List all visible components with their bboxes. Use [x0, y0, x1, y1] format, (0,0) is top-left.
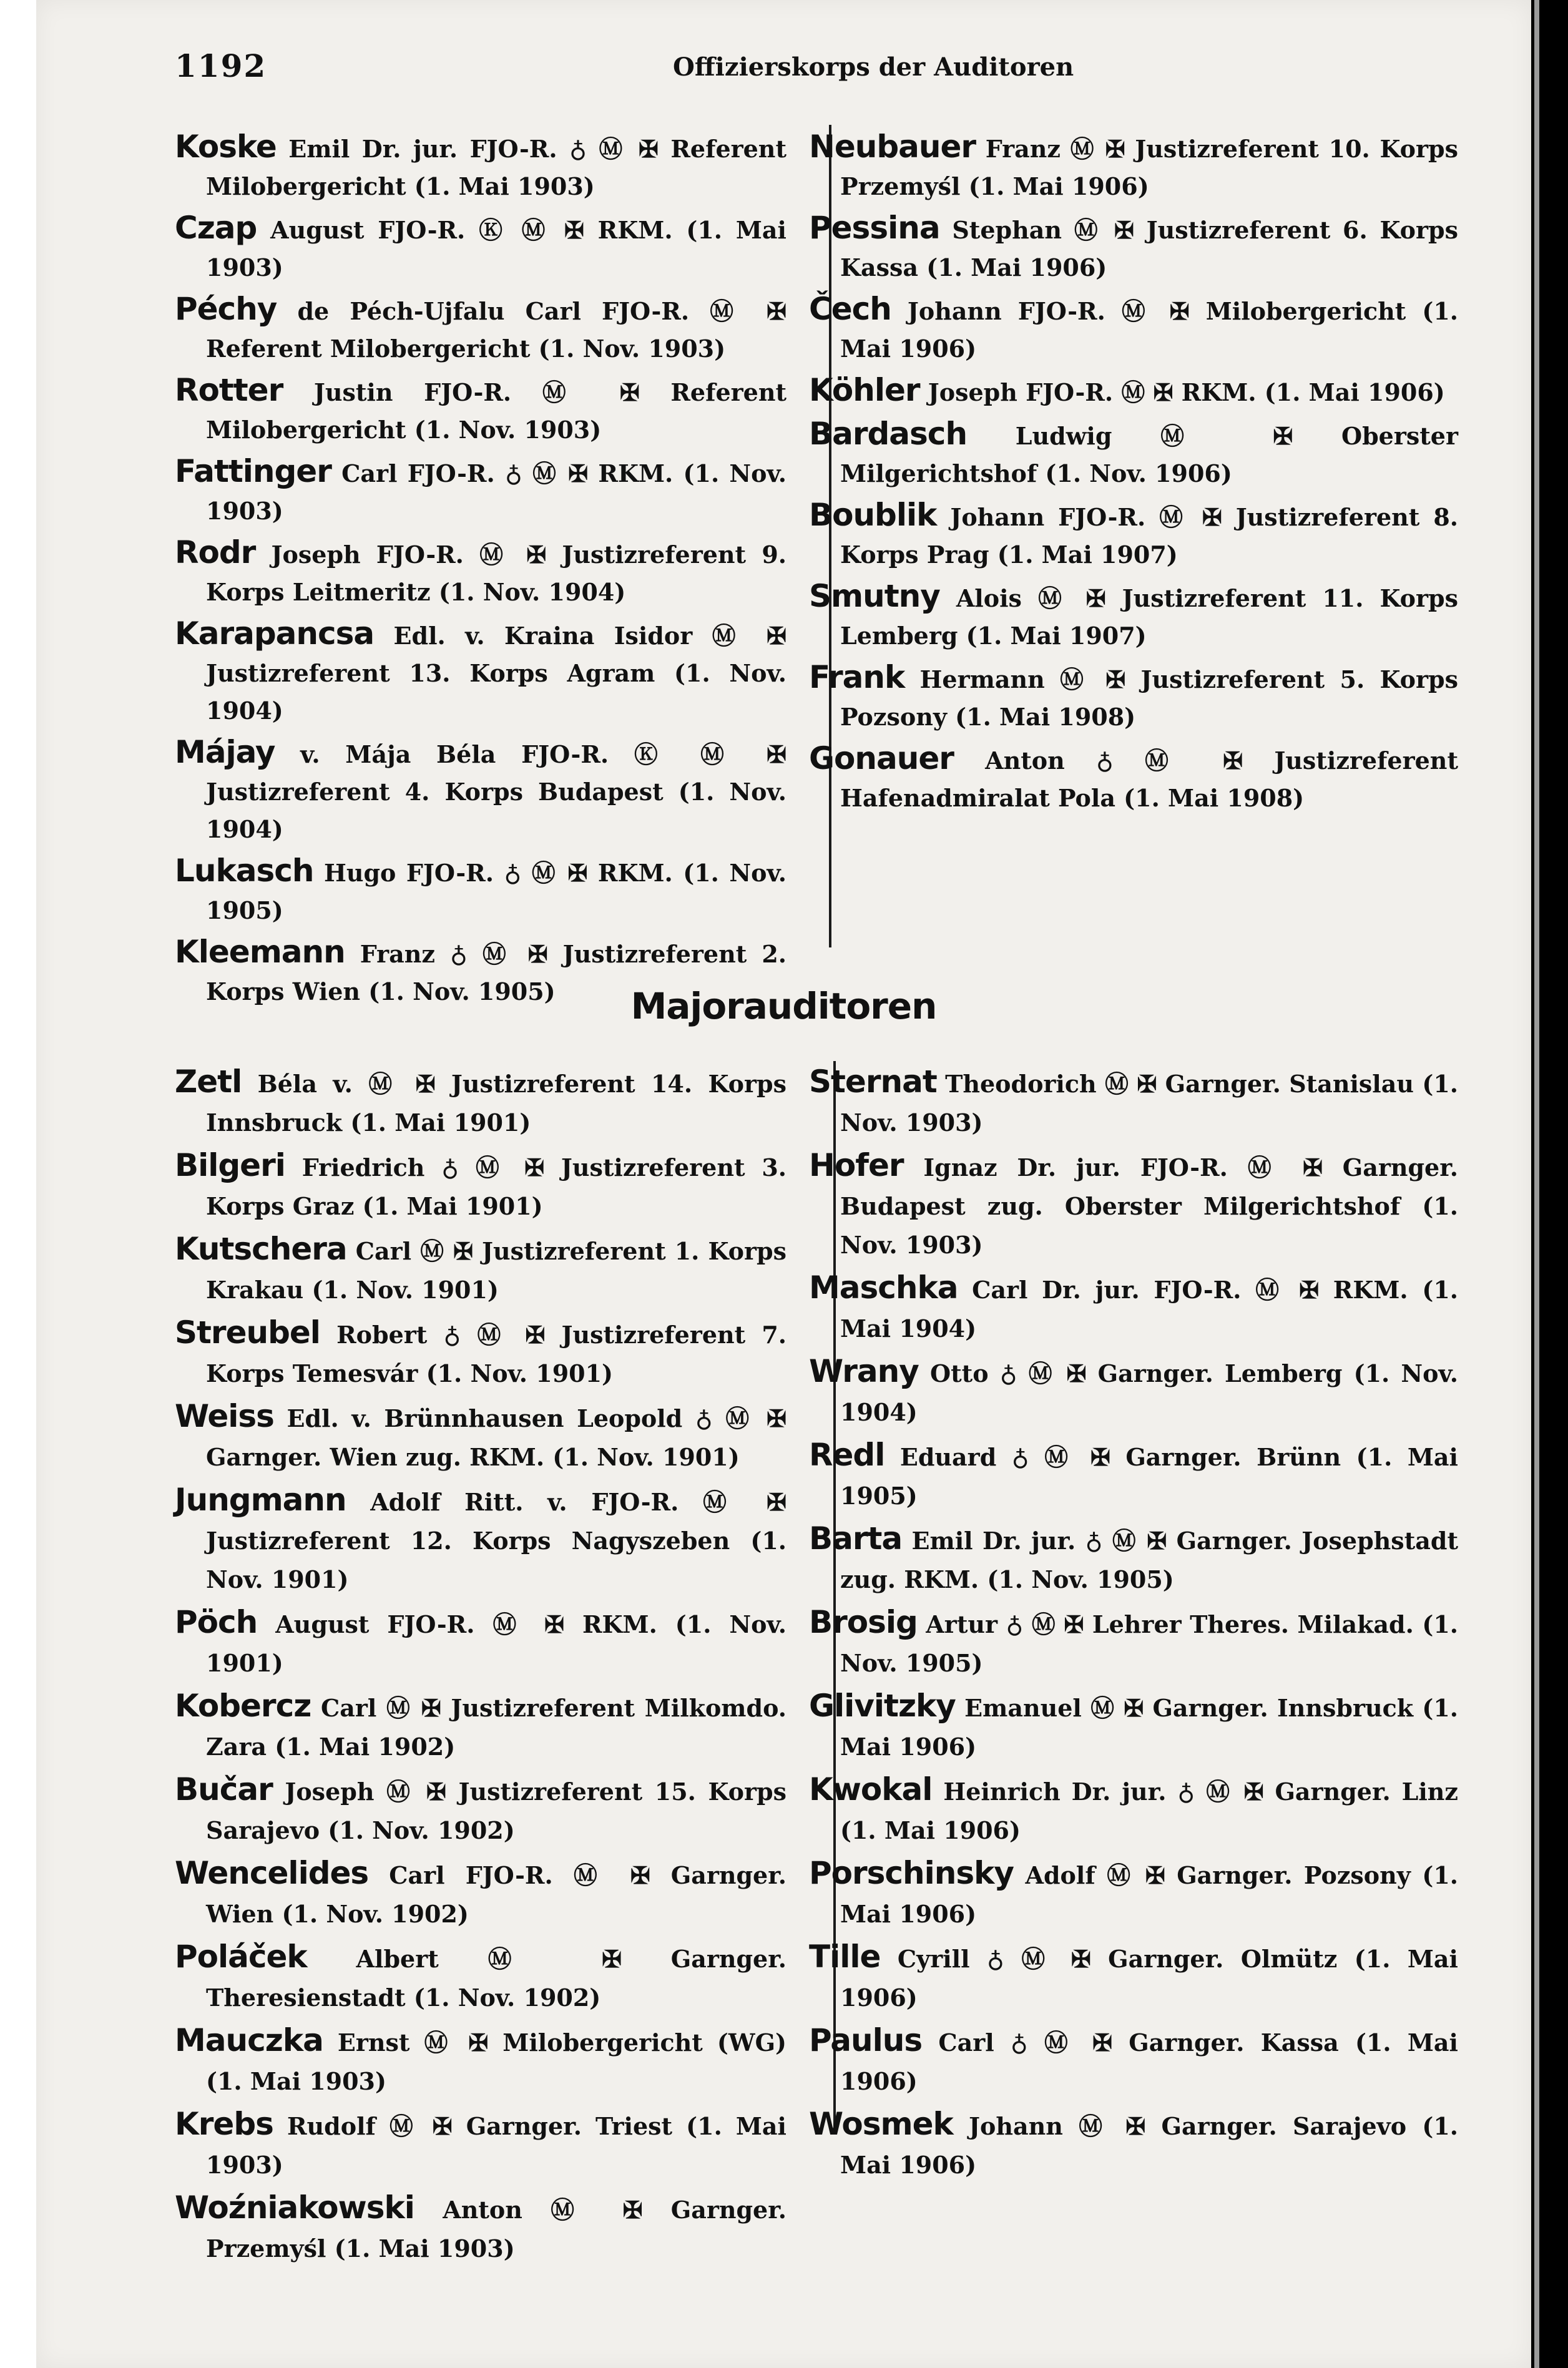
- officer-surname: Poláček: [175, 1939, 307, 1975]
- officer-surname: Barta: [809, 1520, 903, 1557]
- officer-details: Cyrill ♁ Ⓜ ✠ Garnger. Olmütz (1. Mai 1906): [840, 1945, 1458, 2012]
- officer-details: Friedrich ♁ Ⓜ ✠ Justizreferent 3. Korps Graz (1. Mai 1901): [206, 1153, 786, 1220]
- officer-details: Theodorich Ⓜ ✠ Garnger. Stanislau (1. Nov. 1903): [840, 1070, 1458, 1137]
- officer-details: Heinrich Dr. jur. ♁ Ⓜ ✠ Garnger. Linz (1. Mai 1906): [840, 1778, 1458, 1844]
- roster-entry: [809, 290, 1458, 368]
- officer-surname: Bučar: [175, 1771, 273, 1808]
- officer-details: Johann FJO-R. Ⓜ ✠ Milobergericht (1. Mai 1906): [840, 297, 1458, 363]
- roster-entry: [809, 658, 1458, 736]
- officer-details: Carl FJO-R. ♁ Ⓜ ✠ RKM. (1. Nov. 1903): [206, 459, 786, 525]
- roster-entry: [809, 1146, 1458, 1265]
- section-heading: Majorauditoren: [630, 985, 937, 1027]
- page-edge-line: [1534, 0, 1539, 2368]
- bottom-right-column: [809, 1062, 1458, 2188]
- officer-surname: Hofer: [809, 1147, 904, 1183]
- officer-surname: Smutny: [809, 578, 940, 614]
- officer-details: Justin FJO-R. Ⓜ ✠ Referent Milobergericht (1. Nov. 1903): [206, 378, 786, 444]
- roster-entry: [175, 1146, 786, 1226]
- officer-surname: Sternat: [809, 1064, 937, 1100]
- officer-details: August FJO-R. Ⓚ Ⓜ ✠ RKM. (1. Mai 1903): [206, 216, 786, 281]
- roster-entry: [175, 128, 786, 205]
- officer-details: Stephan Ⓜ ✠ Justizreferent 6. Korps Kassa (1. Mai 1906): [840, 216, 1458, 281]
- roster-entry: [809, 1603, 1458, 1683]
- officer-surname: Fattinger: [175, 453, 331, 489]
- officer-surname: Redl: [809, 1437, 885, 1473]
- roster-entry: [175, 2021, 786, 2101]
- officer-surname: Weiss: [175, 1398, 274, 1434]
- roster-entry: [809, 740, 1458, 817]
- officer-surname: Lukasch: [175, 853, 314, 889]
- roster-entry: [175, 371, 786, 449]
- officer-surname: Tille: [809, 1939, 881, 1975]
- officer-surname: Bardasch: [809, 416, 968, 452]
- roster-entry: [809, 209, 1458, 286]
- bottom-left-column: [175, 1062, 786, 2272]
- roster-entry: [175, 1937, 786, 2017]
- roster-entry: [175, 1603, 786, 1683]
- officer-surname: Rotter: [175, 372, 283, 408]
- roster-entry: [809, 1268, 1458, 1348]
- officer-details: Rudolf Ⓜ ✠ Garnger. Triest (1. Mai 1903): [206, 2112, 786, 2179]
- roster-entry: [175, 453, 786, 530]
- officer-surname: Mauczka: [175, 2022, 323, 2058]
- roster-entry: [175, 534, 786, 611]
- officer-surname: Jungmann: [175, 1482, 346, 1518]
- officer-surname: Paulus: [809, 2022, 923, 2058]
- officer-surname: Péchy: [175, 291, 277, 327]
- roster-entry: [175, 1854, 786, 1934]
- officer-surname: Zetl: [175, 1064, 242, 1100]
- officer-details: Ludwig Ⓜ ✠ Oberster Milgerichtshof (1. Nov. 1906): [840, 422, 1458, 487]
- top-right-column: [809, 128, 1458, 821]
- officer-details: Artur ♁ Ⓜ ✠ Lehrer Theres. Milakad. (1. Nov. 1905): [840, 1610, 1458, 1677]
- roster-entry: [809, 371, 1458, 411]
- roster-entry: [809, 128, 1458, 205]
- officer-details: Joseph Ⓜ ✠ Justizreferent 15. Korps Sarajevo (1. Nov. 1902): [206, 1778, 786, 1844]
- officer-details: Anton Ⓜ ✠ Garnger. Przemyśl (1. Mai 1903): [206, 2196, 786, 2263]
- officer-details: Eduard ♁ Ⓜ ✠ Garnger. Brünn (1. Mai 1905): [840, 1443, 1458, 1510]
- officer-surname: Wosmek: [809, 2106, 953, 2142]
- officer-surname: Májay: [175, 734, 275, 770]
- roster-entry: [175, 1770, 786, 1850]
- officer-details: Carl Ⓜ ✠ Justizreferent 1. Korps Krakau (1. Nov. 1901): [206, 1237, 786, 1304]
- roster-entry: [809, 1686, 1458, 1766]
- officer-details: Emil Dr. jur. FJO-R. ♁ Ⓜ ✠ Referent Milobergericht (1. Mai 1903): [206, 135, 786, 200]
- officer-details: Carl Ⓜ ✠ Justizreferent Milkomdo. Zara (1. Mai 1902): [206, 1694, 786, 1761]
- officer-details: Joseph FJO-R. Ⓜ ✠ RKM. (1. Mai 1906): [919, 378, 1445, 406]
- officer-details: Anton ♁ Ⓜ ✠ Justizreferent Hafenadmiralat Pola (1. Mai 1908): [840, 746, 1458, 812]
- officer-surname: Krebs: [175, 2106, 273, 2142]
- roster-entry: [809, 1436, 1458, 1515]
- roster-entry: [175, 2188, 786, 2268]
- officer-surname: Kleemann: [175, 934, 345, 970]
- roster-entry: [809, 1770, 1458, 1850]
- top-left-column: [175, 128, 786, 1014]
- roster-entry: [809, 1062, 1458, 1142]
- officer-surname: Brosig: [809, 1604, 918, 1640]
- running-title: Offizierskorps der Auditoren: [673, 52, 1074, 82]
- roster-entry: [175, 733, 786, 848]
- roster-entry: [175, 1397, 786, 1477]
- page-header: [36, 47, 1531, 91]
- officer-surname: Čech: [809, 291, 891, 327]
- officer-surname: Pessina: [809, 210, 940, 246]
- officer-details: Hugo FJO-R. ♁ Ⓜ ✠ RKM. (1. Nov. 1905): [206, 859, 786, 924]
- officer-details: Albert Ⓜ ✠ Garnger. Theresienstadt (1. Nov. 1902): [206, 1945, 786, 2012]
- officer-surname: Streubel: [175, 1314, 320, 1351]
- scan-margin-left: [0, 0, 36, 2368]
- book-page: [36, 0, 1531, 2368]
- officer-details: August FJO-R. Ⓜ ✠ RKM. (1. Nov. 1901): [206, 1610, 786, 1677]
- roster-entry: [175, 1062, 786, 1142]
- officer-surname: Köhler: [809, 372, 920, 408]
- roster-entry: [809, 2105, 1458, 2185]
- officer-details: Franz ♁ Ⓜ ✠ Justizreferent 2. Korps Wien (1. Nov. 1905): [206, 940, 786, 1005]
- officer-details: Adolf Ⓜ ✠ Garnger. Pozsony (1. Mai 1906): [840, 1861, 1458, 1928]
- officer-surname: Wencelides: [175, 1855, 369, 1891]
- officer-surname: Karapancsa: [175, 615, 375, 652]
- officer-surname: Porschinsky: [809, 1855, 1014, 1891]
- officer-details: Emanuel Ⓜ ✠ Garnger. Innsbruck (1. Mai 1906): [840, 1694, 1458, 1761]
- officer-details: Carl ♁ Ⓜ ✠ Garnger. Kassa (1. Mai 1906): [840, 2028, 1458, 2095]
- officer-details: v. Mája Béla FJO-R. Ⓚ Ⓜ ✠ Justizreferent 4. Korps Budapest (1. Nov. 1904): [206, 740, 786, 843]
- officer-surname: Pöch: [175, 1604, 258, 1640]
- roster-entry: [175, 615, 786, 730]
- roster-entry: [809, 1937, 1458, 2017]
- officer-details: Edl. v. Kraina Isidor Ⓜ ✠ Justizreferent 13. Korps Agram (1. Nov. 1904): [206, 622, 786, 725]
- roster-entry: [809, 577, 1458, 655]
- officer-details: Robert ♁ Ⓜ ✠ Justizreferent 7. Korps Temesvár (1. Nov. 1901): [206, 1321, 786, 1387]
- officer-surname: Maschka: [809, 1270, 958, 1306]
- roster-entry: [175, 1230, 786, 1309]
- officer-surname: Woźniakowski: [175, 2189, 414, 2226]
- officer-surname: Czap: [175, 210, 257, 246]
- officer-details: Carl Dr. jur. FJO-R. Ⓜ ✠ RKM. (1. Mai 1904): [840, 1276, 1458, 1343]
- officer-surname: Neubauer: [809, 129, 976, 165]
- officer-surname: Wrany: [809, 1353, 919, 1389]
- officer-surname: Kutschera: [175, 1231, 347, 1267]
- officer-details: Johann FJO-R. Ⓜ ✠ Justizreferent 8. Korps Prag (1. Mai 1907): [840, 503, 1458, 569]
- officer-details: Carl FJO-R. Ⓜ ✠ Garnger. Wien (1. Nov. 1902): [206, 1861, 786, 1928]
- officer-surname: Kwokal: [809, 1771, 933, 1808]
- officer-details: Johann Ⓜ ✠ Garnger. Sarajevo (1. Mai 1906): [840, 2112, 1458, 2179]
- roster-entry: [175, 2105, 786, 2185]
- officer-details: Joseph FJO-R. Ⓜ ✠ Justizreferent 9. Korps Leitmeritz (1. Nov. 1904): [206, 541, 786, 606]
- officer-surname: Rodr: [175, 534, 256, 570]
- officer-surname: Boublik: [809, 497, 937, 533]
- officer-surname: Bilgeri: [175, 1147, 285, 1183]
- officer-details: Franz Ⓜ ✠ Justizreferent 10. Korps Przemyśl (1. Mai 1906): [840, 135, 1458, 200]
- roster-entry: [175, 1313, 786, 1393]
- officer-details: Hermann Ⓜ ✠ Justizreferent 5. Korps Pozsony (1. Mai 1908): [840, 665, 1458, 731]
- roster-entry: [809, 1352, 1458, 1432]
- officer-surname: Koske: [175, 129, 277, 165]
- roster-entry: [809, 1519, 1458, 1599]
- officer-details: Alois Ⓜ ✠ Justizreferent 11. Korps Lemberg (1. Mai 1907): [840, 584, 1458, 650]
- officer-details: Ignaz Dr. jur. FJO-R. Ⓜ ✠ Garnger. Budapest zug. Oberster Milgerichtshof (1. Nov. 1903): [840, 1153, 1458, 1259]
- officer-surname: Gonauer: [809, 740, 954, 776]
- roster-entry: [809, 1854, 1458, 1934]
- officer-surname: Kobercz: [175, 1688, 311, 1724]
- roster-entry: [175, 852, 786, 929]
- roster-entry: [809, 415, 1458, 492]
- page-number: 1192: [175, 47, 267, 84]
- roster-entry: [175, 209, 786, 286]
- officer-details: Otto ♁ Ⓜ ✠ Garnger. Lemberg (1. Nov. 1904): [840, 1359, 1458, 1426]
- officer-details: Ernst Ⓜ ✠ Milobergericht (WG) (1. Mai 1903): [206, 2028, 786, 2095]
- roster-entry: [175, 1686, 786, 1766]
- officer-details: de Péch-Ujfalu Carl FJO-R. Ⓜ ✠ Referent Milobergericht (1. Nov. 1903): [206, 297, 786, 363]
- roster-entry: [809, 2021, 1458, 2101]
- officer-details: Edl. v. Brünnhausen Leopold ♁ Ⓜ ✠ Garnger. Wien zug. RKM. (1. Nov. 1901): [206, 1404, 786, 1471]
- officer-details: Emil Dr. jur. ♁ Ⓜ ✠ Garnger. Josephstadt zug. RKM. (1. Nov. 1905): [840, 1527, 1458, 1593]
- roster-entry: [175, 1480, 786, 1599]
- officer-surname: Glivitzky: [809, 1688, 956, 1724]
- officer-details: Adolf Ritt. v. FJO-R. Ⓜ ✠ Justizreferent 12. Korps Nagyszeben (1. Nov. 1901): [206, 1488, 786, 1593]
- officer-surname: Frank: [809, 659, 905, 695]
- officer-details: Béla v. Ⓜ ✠ Justizreferent 14. Korps Innsbruck (1. Mai 1901): [206, 1070, 786, 1137]
- roster-entry: [809, 496, 1458, 574]
- roster-entry: [175, 290, 786, 368]
